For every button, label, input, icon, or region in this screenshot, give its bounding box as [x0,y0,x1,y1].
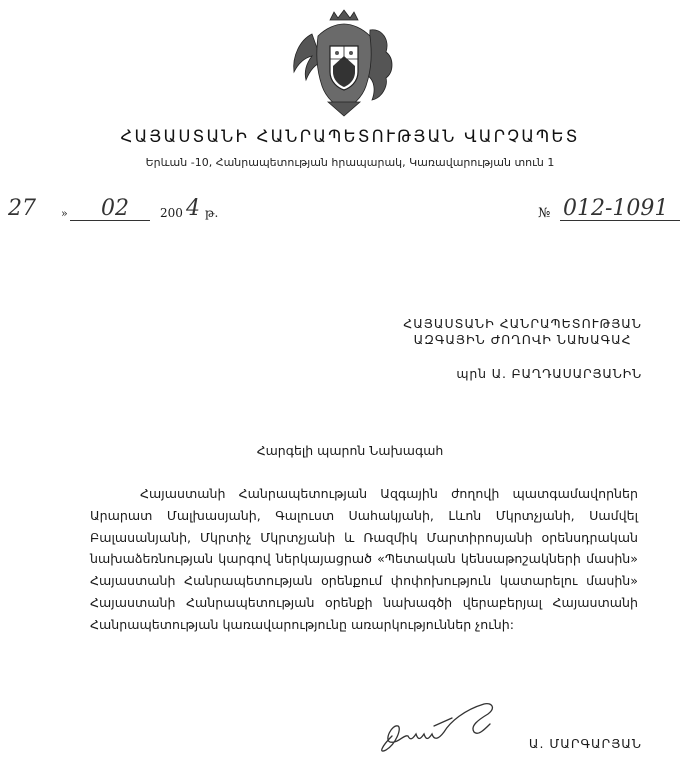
letter-date [8,198,308,228]
coat-of-arms-icon [282,6,406,118]
signer-name: Ա. ՄԱՐԳԱՐՅԱՆ [528,736,642,751]
date-day: 27 [8,196,36,221]
addressee-line: ԱԶԳԱՅԻՆ ԺՈՂՈՎԻ ՆԱԽԱԳԱՀ [413,332,632,347]
government-title: ՀԱՅԱՍՏԱՆԻ ՀԱՆՐԱՊԵՏՈՒԹՅԱՆ ՎԱՐՉԱՊԵՏ [120,127,580,146]
salutation: Հարգելի պարոն Նախագահ [256,443,444,458]
letter-number [538,198,688,228]
signature-icon [374,696,524,756]
number-underline [560,220,680,221]
addressee-name: պրն Ա. ԲԱՂԴԱՍԱՐՅԱՆԻՆ [456,366,642,381]
number-value: 012-1091 [563,196,669,221]
body-paragraph: Հայաստանի Հանրապետության Ազգային ժողովի պատգամավորներ Արարատ Մալխասյանի, Գալուստ Սահակյանի, Լևոն Մկրտչյանի, Սամվել Բալասանյանի, Մկրտիչ Մկրտչյանի և Ռազմիկ Մարտիրոսյանի օրենսդրական նախաձեռնության կարգով ներկայացրած «Պետական կենսաթոշակների մասին» Հայաստանի Հանրապետության օրենքում փոփոխություն կատարելու մասին» Հայաստանի Հանրապետության օրենքի նախագծի վերաբերյալ Հայաստանի Հանրապետության կառավարությունը առարկություններ չունի: [90,486,638,632]
addressee-block [403,316,642,348]
date-year-prefix: 200 [160,206,183,220]
addressee-line: ՀԱՅԱՍՏԱՆԻ ՀԱՆՐԱՊԵՏՈՒԹՅԱՆ [403,316,642,331]
letter-body [90,483,638,636]
number-label: № [538,206,551,221]
date-month: 02 [101,196,129,221]
date-quote: » [61,207,68,220]
date-underline [98,220,150,221]
date-suffix: թ. [205,206,219,220]
date-year-digit: 4 [186,196,200,221]
government-address: Երևան -10, Հանրապետության հրապարակ, Կառավարության տուն 1 [145,156,555,169]
